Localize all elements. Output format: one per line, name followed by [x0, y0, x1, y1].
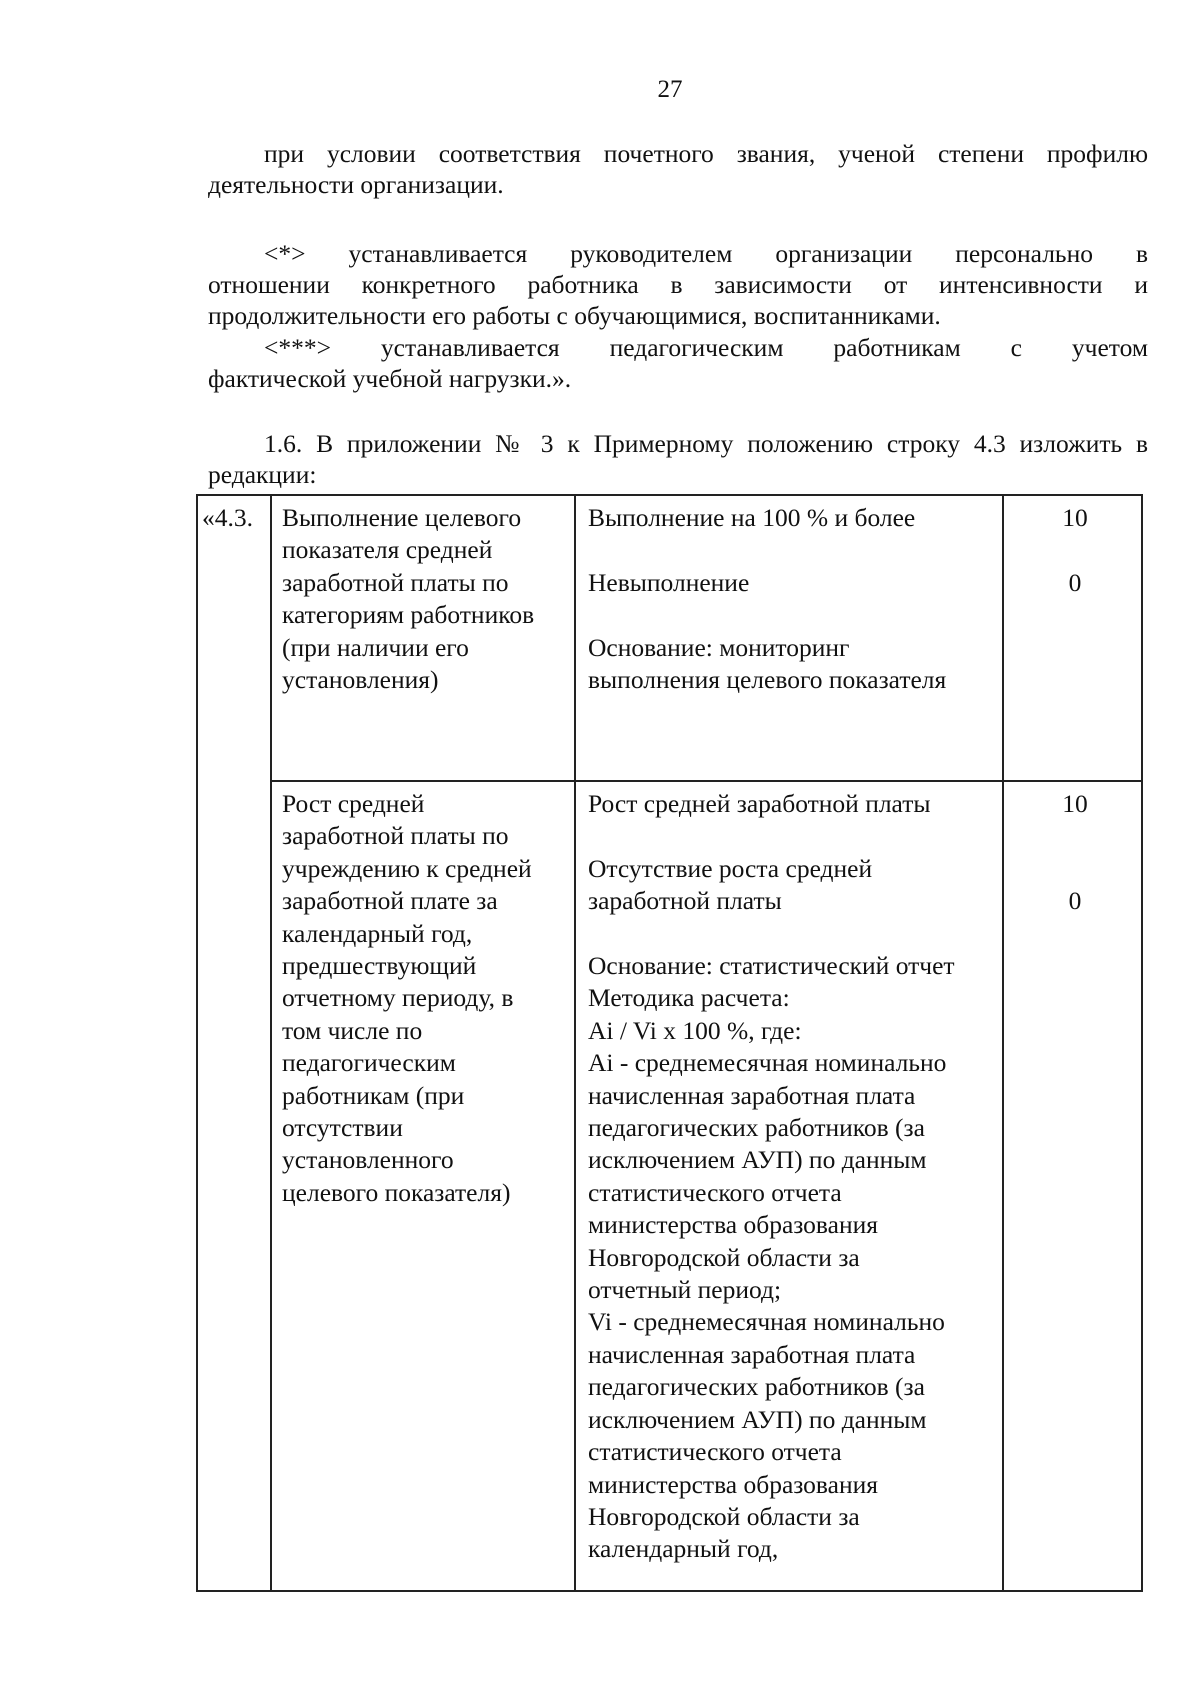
table-border-right	[1141, 494, 1143, 1592]
paragraph-line: при условии соответствия почетного звания, ученой степени профилю	[264, 139, 1148, 168]
row2-points	[1032, 788, 1118, 918]
criteria-line: заработной платы	[588, 886, 782, 916]
criteria-line: Новгородской области за	[588, 1242, 860, 1272]
criteria-line: Основание: мониторинг	[588, 632, 850, 662]
indicator-line: заработной платы по	[282, 567, 509, 597]
indicator-line: предшествующий	[282, 951, 477, 981]
page-number: 27	[657, 76, 683, 103]
criteria-line: министерства образования	[588, 1469, 878, 1499]
row1-points	[1032, 502, 1118, 599]
indicator-line: календарный год,	[282, 918, 473, 948]
indicator-line: заработной плате за	[282, 886, 498, 916]
criteria-line: педагогических работников (за	[588, 1372, 925, 1402]
criteria-line: Отсутствие роста средней	[588, 853, 873, 883]
criteria-line: Рост средней заработной платы	[588, 789, 931, 818]
criteria-line: Ai / Vi х 100 %, где:	[588, 1015, 802, 1045]
criteria-line: отчетный период;	[588, 1275, 782, 1305]
criteria-line: статистического отчета	[588, 1177, 842, 1207]
table-col-divider-3	[1002, 494, 1004, 1592]
table-col-divider-2	[574, 494, 576, 1592]
row-number: «4.3.	[202, 503, 253, 532]
row2-criteria	[588, 788, 955, 1566]
paragraph-line: редакции:	[208, 460, 317, 489]
paragraph-line: <*> устанавливается руководителем организации персонально в	[264, 239, 1148, 268]
criteria-gap	[588, 918, 955, 950]
indicator-line: работникам (при	[282, 1080, 465, 1110]
paragraph-line: отношении конкретного работника в зависимости от интенсивности и	[208, 270, 1148, 299]
points-gap	[1032, 534, 1118, 566]
indicator-line: заработной платы по	[282, 821, 509, 851]
indicator-line: установления)	[282, 665, 439, 695]
criteria-line: Vi - среднемесячная номинально	[588, 1307, 945, 1337]
indicator-line: категориям работников	[282, 600, 535, 630]
table-border-bottom	[196, 1590, 1143, 1592]
indicator-line: педагогическим	[282, 1048, 456, 1078]
indicator-line: отсутствии	[282, 1113, 403, 1143]
criteria-line: Невыполнение	[588, 567, 750, 597]
indicator-line: Рост средней	[282, 789, 425, 818]
criteria-line: исключением АУП) по данным	[588, 1145, 927, 1175]
criteria-gap	[588, 534, 946, 566]
table-border-left	[196, 494, 198, 1592]
criteria-line: выполнения целевого показателя	[588, 665, 947, 694]
indicator-line: показателя средней	[282, 535, 493, 565]
criteria-line: Основание: статистический отчет	[588, 951, 955, 980]
paragraph-line: деятельности организации.	[208, 170, 504, 199]
paragraph-4	[208, 428, 1148, 490]
indicator-line: Выполнение целевого	[282, 503, 522, 532]
criteria-line: Новгородской области за	[588, 1501, 860, 1531]
table-border-top	[196, 494, 1143, 496]
points-gap	[1032, 820, 1118, 852]
criteria-gap	[588, 599, 946, 631]
indicator-line: целевого показателя)	[282, 1177, 511, 1207]
row1-indicator	[282, 502, 534, 696]
criteria-line: Ai - среднемесячная номинально	[588, 1048, 947, 1078]
indicator-table	[196, 494, 1143, 1592]
criteria-line: начисленная заработная плата	[588, 1339, 916, 1369]
criteria-line: Выполнение на 100 % и более	[588, 503, 916, 532]
points-value: 10	[1062, 789, 1088, 818]
criteria-line: статистического отчета	[588, 1437, 842, 1467]
row1-criteria	[588, 502, 946, 696]
paragraph-line: 1.6. В приложении № 3 к Примерному положению строку 4.3 изложить в	[264, 429, 1148, 458]
paragraph-2	[208, 238, 1148, 331]
paragraph-line: <***> устанавливается педагогическим работникам с учетом	[264, 333, 1148, 362]
criteria-line: Методика расчета:	[588, 983, 790, 1013]
criteria-line: министерства образования	[588, 1210, 878, 1240]
points-value: 0	[1068, 567, 1082, 597]
criteria-line: календарный год,	[588, 1534, 779, 1564]
indicator-line: том числе по	[282, 1015, 423, 1045]
points-value: 10	[1062, 503, 1088, 532]
criteria-gap	[588, 820, 955, 852]
criteria-line: начисленная заработная плата	[588, 1080, 916, 1110]
indicator-line: отчетному периоду, в	[282, 983, 514, 1013]
indicator-line: учреждению к средней	[282, 853, 532, 883]
indicator-line: установленного	[282, 1145, 454, 1175]
points-gap	[1032, 853, 1118, 885]
table-col-divider-1	[270, 494, 272, 1592]
paragraph-line: фактической учебной нагрузки.».	[208, 364, 572, 393]
criteria-line: педагогических работников (за	[588, 1113, 925, 1143]
paragraph-1	[208, 138, 1148, 200]
paragraph-line: продолжительности его работы с обучающимися, воспитанниками.	[208, 301, 941, 330]
criteria-line: исключением АУП) по данным	[588, 1404, 927, 1434]
table-row-divider	[270, 780, 1143, 782]
indicator-line: (при наличии его	[282, 632, 469, 662]
paragraph-3	[208, 332, 1148, 394]
row2-indicator	[282, 788, 532, 1209]
points-value: 0	[1068, 886, 1082, 916]
